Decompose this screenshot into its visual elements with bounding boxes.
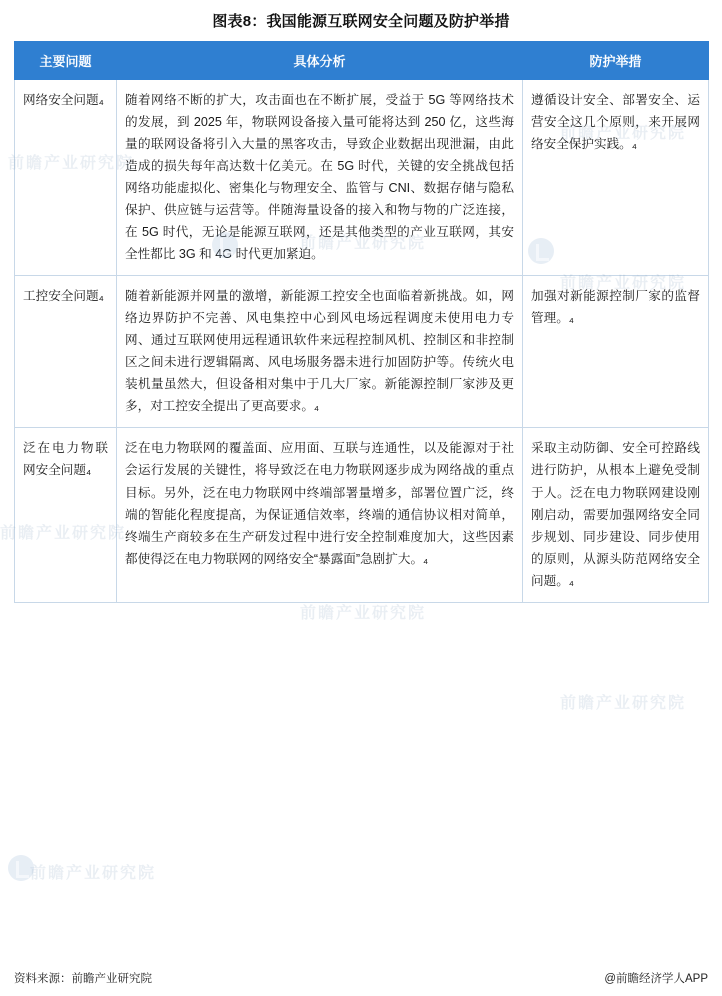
cell-analysis: 泛在电力物联网的覆盖面、应用面、互联与连通性，以及能源对于社会运行发展的关键性，将导致泛在电力物联网逐步成为网络战的重点目标。另外，泛在电力物联网中终端部署量增多，部署位置广泛，终端的智能化程度提高，为保证通信效率，终端的通信协议相对简单，终端生产商较多在生产研发过程中进行安全控制难度加大，这些因素都使得泛在电力物联网的网络安全“暴露面”急剧扩大。₄ xyxy=(117,428,523,602)
table-row xyxy=(15,276,709,428)
table-header xyxy=(15,42,709,80)
column-header-measure: 防护举措 xyxy=(523,42,709,80)
brand-note: @前瞻经济学人APP xyxy=(604,973,708,985)
watermark-text: 前瞻产业研究院 xyxy=(300,605,427,622)
cell-measure: 采取主动防御、安全可控路线进行防护，从根本上避免受制于人。泛在电力物联网建设刚刚启动，需要加强网络安全同步规划、同步建设、同步使用的原则，从源头防范网络安全问题。₄ xyxy=(523,428,709,602)
page-footer xyxy=(14,970,708,986)
page-title: 图表8：我国能源互联网安全问题及防护举措 xyxy=(212,13,510,30)
table-row xyxy=(15,80,709,276)
cell-measure: 加强对新能源控制厂家的监督管理。₄ xyxy=(523,276,709,428)
source-note: 资料来源：前瞻产业研究院 xyxy=(14,973,152,985)
column-header-analysis: 具体分析 xyxy=(117,42,523,80)
table-header-row xyxy=(15,42,709,80)
cell-analysis: 随着网络不断的扩大，攻击面也在不断扩展，受益于 5G 等网络技术的发展，到 2025 年，物联网设备接入量可能将达到 250 亿，这些海量的联网设备将引入大量的黑客攻击，导致企业数据出现泄漏，由此造成的损失每年高达数十亿美元。在 5G 时代，关键的安全挑战包括网络功能虚拟化、密集化与物理安全、监管与 CNI、数据存储与隐私保护、供应链与运营等。伴随海量设备的接入和物与物的广泛连接，在 5G 时代，无论是能源互联网，还是其他类型的产业互联网，其安全性都比 3G 和 4G 时代更加紧迫。 xyxy=(117,80,523,276)
table-body xyxy=(15,80,709,603)
cell-issue: 泛在电力物联网安全问题₄ xyxy=(15,428,117,602)
energy-internet-security-table xyxy=(14,41,709,603)
watermark-logo-icon xyxy=(8,855,34,881)
cell-measure: 遵循设计安全、部署安全、运营安全这几个原则，来开展网络安全保护实践。₄ xyxy=(523,80,709,276)
cell-issue: 工控安全问题₄ xyxy=(15,276,117,428)
cell-analysis: 随着新能源并网量的激增，新能源工控安全也面临着新挑战。如，网络边界防护不完善、风电集控中心到风电场远程调度未使用电力专网、通过互联网使用远程通讯软件来远程控制风机、控制区和非控制区之间未进行逻辑隔离、风电场服务器未进行加固防护等。传统火电装机量虽然大，但设备相对集中于几大厂家。新能源控制厂家涉及更多，对工控安全提出了更高要求。₄ xyxy=(117,276,523,428)
watermark-text: 前瞻产业研究院 xyxy=(560,695,687,712)
cell-issue: 网络安全问题₄ xyxy=(15,80,117,276)
column-header-issue: 主要问题 xyxy=(15,42,117,80)
table-row xyxy=(15,428,709,602)
watermark-text: 前瞻产业研究院 xyxy=(30,865,157,882)
